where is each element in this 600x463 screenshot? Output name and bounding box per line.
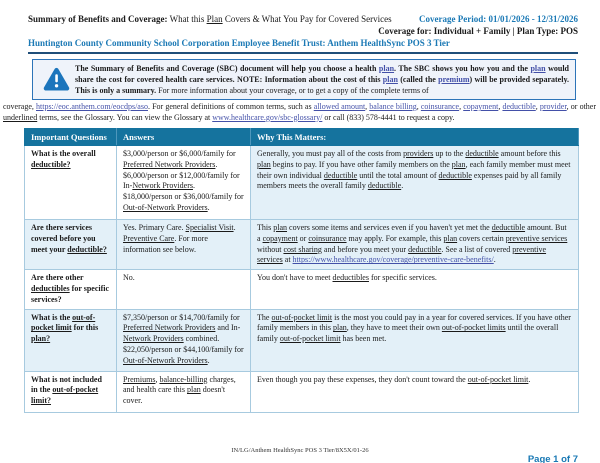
text-segment: out-of-pocket limit? <box>31 385 99 406</box>
text-segment: begins to pay. If you have other family members on the <box>270 159 452 169</box>
text-segment: . <box>207 355 210 365</box>
text-segment: underlined <box>3 112 38 122</box>
text-segment: Are there services covered before you meet your <box>31 223 96 254</box>
inline-link[interactable]: premium <box>438 75 470 84</box>
text-segment: plan? <box>31 334 51 344</box>
inline-link[interactable]: plan <box>378 64 395 73</box>
page-number: Page 1 of 7 <box>527 454 578 463</box>
text-segment: No. <box>123 273 135 283</box>
text-segment: . The SBC shows you how you and the <box>394 64 531 73</box>
text-segment: (called the <box>397 75 439 84</box>
text-segment: . $18,000/person or $36,000/family for <box>123 181 244 202</box>
text-segment: charges, and health care this <box>123 374 236 395</box>
question-cell <box>25 146 117 220</box>
text-segment: What is the overall <box>31 149 96 158</box>
text-segment: out-of-pocket limit <box>31 312 96 333</box>
text-segment: covers some items and services even if you haven't yet met the <box>287 223 492 232</box>
text-segment: Generally, you must pay all of the costs from <box>257 149 404 158</box>
text-segment: has been met. <box>340 334 387 344</box>
text-segment: . <box>401 181 404 191</box>
text-segment: $3,000/person or $6,000/family for <box>123 149 236 158</box>
text-segment: Yes. Primary Care. <box>123 223 186 232</box>
table-row <box>25 270 579 309</box>
answer-cell <box>117 309 251 371</box>
page-title <box>28 13 392 25</box>
inline-link[interactable]: https://eoc.anthem.com/eocdps/aso <box>36 102 148 111</box>
inline-link[interactable]: plan <box>530 64 546 73</box>
important-questions-table <box>24 128 579 413</box>
text-segment: plan <box>186 385 201 395</box>
text-segment: Even though you pay these expenses, they don't count toward the <box>257 374 468 384</box>
text-segment: deductible? <box>67 244 107 254</box>
answer-cell <box>117 146 251 220</box>
coverage-period: Coverage Period: 01/01/2026 - 12/31/2026 <box>419 14 578 24</box>
text-segment: combined. $22,050/person or $44,100/family for <box>123 334 244 354</box>
text-segment: for this <box>71 323 99 333</box>
question-cell <box>25 371 117 412</box>
text-segment: cost sharing <box>283 244 322 254</box>
inline-link[interactable]: www.healthcare.gov/sbc-glossary/ <box>212 112 323 122</box>
text-segment: Are there other <box>31 273 84 283</box>
text-segment: amount. But a <box>257 223 567 243</box>
text-segment: out-of-pocket limit <box>467 374 529 384</box>
text-segment: , or other <box>566 102 597 111</box>
text-segment: Out-of-Network Providers <box>123 202 208 212</box>
text-segment: plan <box>333 323 347 333</box>
text-segment: out-of-pocket limit <box>279 334 341 344</box>
text-segment: plan <box>273 223 288 232</box>
text-segment: Network Providers <box>123 334 184 344</box>
text-segment: Covers & What You Pay for Covered Services <box>222 14 392 24</box>
text-segment: , <box>416 102 421 111</box>
text-segment: The Summary of Benefits and Coverage (SBC) document will help you choose a health <box>75 64 379 73</box>
text-segment: deductible <box>491 223 526 232</box>
text-segment: For more information about your coverage, or to get a copy of the complete terms of <box>156 86 429 95</box>
text-segment: , each family member must meet their own individual <box>257 159 571 180</box>
text-segment: is the most you could pay in a year for covered services. If you have other family members in this <box>257 312 571 333</box>
text-segment: $7,350/person or $14,700/family for <box>123 312 240 322</box>
document-code: IN/LG/Anthem HealthSync POS 3 Tier/8X5X/01-26 <box>231 447 369 454</box>
text-segment: coinsurance <box>308 233 347 243</box>
text-segment: deductible <box>323 170 358 180</box>
table-header-row <box>25 129 579 146</box>
text-segment: coverage, <box>3 102 36 111</box>
text-segment: deductibles <box>332 273 369 283</box>
intro-text <box>75 63 569 96</box>
text-segment: until the total amount of <box>357 170 439 180</box>
text-segment: for specific services? <box>31 283 110 304</box>
text-segment: deductible <box>367 181 402 191</box>
answer-cell <box>117 270 251 309</box>
text-segment: , <box>365 102 370 111</box>
table-row <box>25 309 579 371</box>
text-segment: and before you meet your <box>321 244 409 254</box>
page-footer <box>0 446 600 463</box>
table-row <box>25 146 579 220</box>
column-header-important-questions: Important Questions <box>25 129 117 146</box>
inline-link[interactable]: copayment <box>463 102 499 111</box>
text-segment: , <box>535 102 540 111</box>
question-cell <box>25 270 117 309</box>
inline-link[interactable]: plan <box>382 75 398 84</box>
text-segment: or <box>297 233 309 243</box>
text-segment: deductible <box>408 244 442 254</box>
inline-link[interactable]: allowed amount <box>313 102 366 111</box>
text-segment: Plan <box>206 14 223 24</box>
plan-name-heading: Huntington County Community School Corporation Employee Benefit Trust: Anthem HealthSync POS 3 Tier <box>28 38 450 48</box>
question-cell <box>25 309 117 371</box>
table-row <box>25 371 579 412</box>
text-segment: You don't have to meet <box>257 273 333 283</box>
inline-link[interactable]: deductible <box>502 102 536 111</box>
coverage-for: Coverage for: Individual + Family | Plan Type: POS <box>378 26 578 36</box>
text-segment: . For more information see below. <box>123 233 208 254</box>
text-segment: . <box>528 374 531 384</box>
column-header-answers: Answers <box>117 129 251 146</box>
text-segment: deductible <box>465 149 499 158</box>
document-header <box>0 13 600 54</box>
text-segment: expenses paid by all family members meets the overall family <box>257 170 562 191</box>
text-segment: Network Providers <box>132 181 193 191</box>
why-cell <box>251 371 579 412</box>
text-segment: , <box>155 374 160 384</box>
header-divider <box>28 52 578 54</box>
text-segment: copayment <box>262 233 298 243</box>
text-segment: plan <box>451 159 466 169</box>
text-segment: Premiums <box>123 374 156 384</box>
text-segment: What is the <box>31 312 73 322</box>
why-cell <box>251 270 579 309</box>
answer-cell <box>117 220 251 270</box>
text-segment: and In- <box>215 323 241 333</box>
text-segment: Preferred Network Providers <box>123 159 216 169</box>
text-segment: out-of-pocket limits <box>441 323 506 333</box>
sbc-intro-box <box>32 59 576 100</box>
table-row <box>25 220 579 270</box>
text-segment: plan <box>257 159 271 169</box>
why-cell <box>251 146 579 220</box>
why-cell <box>251 309 579 371</box>
text-segment: may apply. For example, this <box>346 233 444 243</box>
inline-link[interactable]: https://www.healthcare.gov/coverage/preventive-care-benefits/ <box>292 255 494 265</box>
text-segment: terms, see the Glossary. You can view the Glossary at <box>37 112 213 122</box>
text-segment: , <box>459 102 464 111</box>
text-segment: preventive services <box>505 233 568 243</box>
text-segment: Preferred Network Providers <box>123 323 216 333</box>
text-segment: Out-of-Network Providers <box>123 355 208 365</box>
glossary-paragraph <box>3 102 596 123</box>
text-segment: deductibles <box>31 283 70 293</box>
text-segment: . $6,000/person or $12,000/family for In- <box>123 159 240 191</box>
question-cell <box>25 220 117 270</box>
inline-link[interactable]: provider <box>539 102 567 111</box>
text-segment: What is not included in the <box>31 374 102 395</box>
text-segment: Summary of Benefits and Coverage: <box>28 14 168 24</box>
text-segment: What this <box>167 14 207 24</box>
text-segment: ) will be provided separately. This is only a summary. <box>75 75 570 95</box>
text-segment: doesn't cover. <box>123 385 226 406</box>
text-segment: for specific services. <box>368 273 437 283</box>
text-segment: Specialist Visit <box>185 223 234 232</box>
warning-icon <box>37 67 75 92</box>
text-segment: , <box>498 102 503 111</box>
text-segment: at <box>282 255 293 265</box>
text-segment: . See a list of covered <box>441 244 513 254</box>
text-segment: providers <box>403 149 434 158</box>
text-segment: This <box>257 223 274 232</box>
text-segment: . For general definitions of common terms, such as <box>147 102 314 111</box>
answer-cell <box>117 371 251 412</box>
text-segment: until the overall family <box>257 323 559 344</box>
inline-link[interactable]: coinsurance <box>420 102 460 111</box>
text-segment: Preventive Care <box>123 233 175 243</box>
text-segment: plan <box>443 233 458 243</box>
text-segment: would share the cost for covered health care services. NOTE: Information about the cost of this <box>75 64 569 84</box>
column-header-why-this-matters: Why This Matters: <box>251 129 579 146</box>
text-segment: up to the <box>433 149 466 158</box>
text-segment: without <box>257 244 284 254</box>
text-segment: out-of-pocket limit <box>271 312 333 322</box>
text-segment: , they have to meet their own <box>346 323 442 333</box>
text-segment: deductible? <box>31 159 71 169</box>
text-segment: . <box>233 223 236 232</box>
text-segment: balance-billing <box>159 374 208 384</box>
text-segment: deductible <box>438 170 472 180</box>
text-segment: . <box>493 255 496 265</box>
text-segment: . <box>207 202 210 212</box>
text-segment: amount before this <box>498 149 561 158</box>
text-segment: The <box>257 312 272 322</box>
why-cell <box>251 220 579 270</box>
text-segment: or call (833) 578-4441 to request a copy. <box>322 112 455 122</box>
inline-link[interactable]: balance billing <box>369 102 417 111</box>
text-segment: covers certain <box>457 233 506 243</box>
text-segment: preventive services <box>257 244 547 265</box>
